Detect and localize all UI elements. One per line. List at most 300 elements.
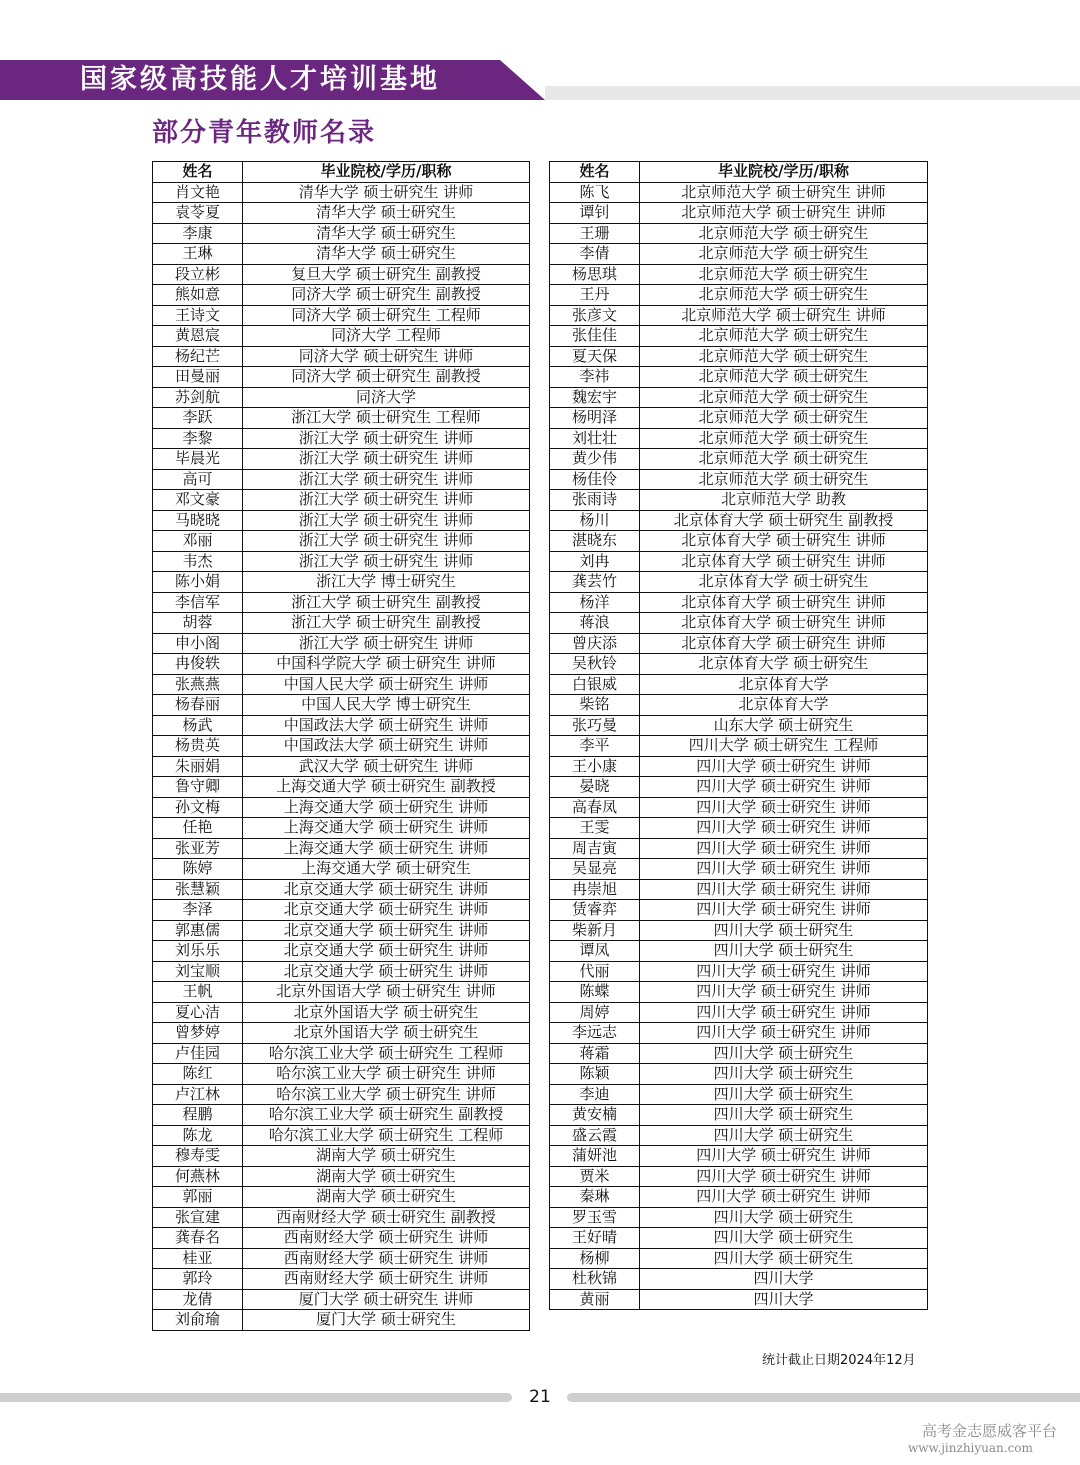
teacher-name-cell: 陈飞: [550, 182, 640, 203]
teacher-school-cell: 北京师范大学 硕士研究生: [640, 326, 928, 347]
teacher-name-cell: 袁苓夏: [153, 203, 243, 224]
teacher-school-cell: 同济大学 硕士研究生 副教授: [243, 367, 530, 388]
teacher-school-cell: 北京师范大学 硕士研究生 讲师: [640, 182, 928, 203]
page-number: 21: [529, 1387, 551, 1407]
teacher-school-cell: 四川大学 硕士研究生 讲师: [640, 756, 928, 777]
teacher-school-cell: 同济大学 硕士研究生 讲师: [243, 346, 530, 367]
teacher-school-cell: 北京体育大学 硕士研究生 讲师: [640, 592, 928, 613]
teacher-school-cell: 山东大学 硕士研究生: [640, 715, 928, 736]
table-row: [153, 695, 530, 716]
teacher-school-cell: 四川大学 硕士研究生 讲师: [640, 1146, 928, 1167]
table-row: [550, 818, 928, 839]
teacher-school-cell: 北京体育大学: [640, 674, 928, 695]
table-row: [550, 490, 928, 511]
teacher-school-cell: 北京体育大学 硕士研究生 讲师: [640, 633, 928, 654]
teacher-school-cell: 四川大学 硕士研究生: [640, 1125, 928, 1146]
teacher-name-cell: 黄安楠: [550, 1105, 640, 1126]
teacher-name-cell: 张佳佳: [550, 326, 640, 347]
teacher-name-cell: 张亚芳: [153, 838, 243, 859]
teacher-school-cell: 浙江大学 硕士研究生 讲师: [243, 510, 530, 531]
teacher-name-cell: 张彦文: [550, 305, 640, 326]
teacher-name-cell: 王帆: [153, 982, 243, 1003]
teacher-school-cell: 北京体育大学 硕士研究生 讲师: [640, 531, 928, 552]
watermark-url: www.jinzhiyuan.com: [908, 1441, 1033, 1455]
teacher-name-cell: 柴新月: [550, 920, 640, 941]
table-row: [153, 961, 530, 982]
teacher-school-cell: 四川大学 硕士研究生 讲师: [640, 818, 928, 839]
teacher-name-cell: 胡蓉: [153, 613, 243, 634]
teacher-school-cell: 哈尔滨工业大学 硕士研究生 副教授: [243, 1105, 530, 1126]
teacher-name-cell: 杨川: [550, 510, 640, 531]
table-row: [153, 449, 530, 470]
teacher-name-cell: 陈蝶: [550, 982, 640, 1003]
teacher-name-cell: 申小阁: [153, 633, 243, 654]
teacher-name-cell: 夏天保: [550, 346, 640, 367]
teacher-school-cell: 四川大学 硕士研究生 讲师: [640, 777, 928, 798]
table-row: [550, 1187, 928, 1208]
teacher-name-cell: 熊如意: [153, 285, 243, 306]
table-row: [550, 1289, 928, 1310]
teacher-name-cell: 李跃: [153, 408, 243, 429]
table-row: [153, 428, 530, 449]
teacher-school-cell: 北京师范大学 硕士研究生 讲师: [640, 203, 928, 224]
section-title: 部分青年教师名录: [152, 118, 377, 148]
table-row: [550, 1002, 928, 1023]
teacher-name-cell: 王琳: [153, 244, 243, 265]
teacher-name-cell: 张燕燕: [153, 674, 243, 695]
teacher-name-cell: 杨明泽: [550, 408, 640, 429]
table-row: [153, 305, 530, 326]
table-row: [153, 982, 530, 1003]
table-row: [550, 305, 928, 326]
teacher-school-cell: 四川大学 硕士研究生: [640, 1228, 928, 1249]
teacher-school-cell: 上海交通大学 硕士研究生 讲师: [243, 818, 530, 839]
teacher-name-cell: 吴显亮: [550, 859, 640, 880]
teacher-name-cell: 王丹: [550, 285, 640, 306]
table-row: [153, 572, 530, 593]
teacher-name-cell: 魏宏宇: [550, 387, 640, 408]
teacher-school-cell: 清华大学 硕士研究生: [243, 244, 530, 265]
table-row: [153, 469, 530, 490]
banner-divider-line: [545, 86, 1080, 100]
teacher-school-cell: 浙江大学 硕士研究生 讲师: [243, 551, 530, 572]
teacher-name-cell: 秦琳: [550, 1187, 640, 1208]
table-row: [550, 408, 928, 429]
teacher-name-cell: 李信军: [153, 592, 243, 613]
teacher-school-cell: 湖南大学 硕士研究生: [243, 1166, 530, 1187]
teacher-name-cell: 夏心洁: [153, 1002, 243, 1023]
table-row: [550, 1228, 928, 1249]
banner-title: 国家级高技能人才培训基地: [80, 64, 440, 95]
teacher-name-cell: 程鹏: [153, 1105, 243, 1126]
teacher-school-cell: 北京体育大学 硕士研究生 讲师: [640, 613, 928, 634]
teacher-school-cell: 浙江大学 硕士研究生 讲师: [243, 490, 530, 511]
teacher-school-cell: 四川大学 硕士研究生: [640, 1064, 928, 1085]
teacher-school-cell: 同济大学 硕士研究生 工程师: [243, 305, 530, 326]
table-row: [550, 1043, 928, 1064]
teacher-school-cell: 北京师范大学 硕士研究生: [640, 449, 928, 470]
teacher-name-cell: 曾庆添: [550, 633, 640, 654]
teacher-school-cell: 四川大学 硕士研究生: [640, 1105, 928, 1126]
table-row: [153, 1064, 530, 1085]
table-row: [550, 244, 928, 265]
teacher-school-cell: 浙江大学 硕士研究生 讲师: [243, 531, 530, 552]
teacher-name-cell: 蒋浪: [550, 613, 640, 634]
teacher-school-cell: 北京外国语大学 硕士研究生: [243, 1002, 530, 1023]
table-row: [153, 244, 530, 265]
column-header-name: 姓名: [153, 162, 243, 183]
teacher-school-cell: 四川大学 硕士研究生 讲师: [640, 982, 928, 1003]
table-row: [153, 367, 530, 388]
teacher-school-cell: 浙江大学 硕士研究生 讲师: [243, 633, 530, 654]
table-row: [550, 941, 928, 962]
teacher-name-cell: 冉崇旭: [550, 879, 640, 900]
teacher-name-cell: 杨贵英: [153, 736, 243, 757]
teacher-school-cell: 四川大学 硕士研究生 讲师: [640, 859, 928, 880]
table-row: [550, 695, 928, 716]
stat-cutoff-note: 统计截止日期2024年12月: [762, 1353, 916, 1368]
header-banner: [0, 60, 545, 100]
teacher-name-cell: 蒲妍池: [550, 1146, 640, 1167]
teacher-school-cell: 同济大学: [243, 387, 530, 408]
teacher-school-cell: 浙江大学 博士研究生: [243, 572, 530, 593]
teacher-name-cell: 晏晓: [550, 777, 640, 798]
teacher-school-cell: 四川大学 硕士研究生: [640, 1084, 928, 1105]
teacher-name-cell: 曾梦婷: [153, 1023, 243, 1044]
teacher-name-cell: 张巧曼: [550, 715, 640, 736]
table-row: [153, 1310, 530, 1331]
table-row: [550, 654, 928, 675]
teacher-school-cell: 哈尔滨工业大学 硕士研究生 讲师: [243, 1084, 530, 1105]
teacher-name-cell: 陈颖: [550, 1064, 640, 1085]
teacher-name-cell: 王诗文: [153, 305, 243, 326]
table-row: [550, 428, 928, 449]
table-row: [550, 1269, 928, 1290]
table-row: [550, 592, 928, 613]
teacher-name-cell: 杜秋锦: [550, 1269, 640, 1290]
teacher-name-cell: 邓文豪: [153, 490, 243, 511]
teacher-school-cell: 西南财经大学 硕士研究生 讲师: [243, 1228, 530, 1249]
table-row: [153, 1084, 530, 1105]
teacher-school-cell: 四川大学 硕士研究生 讲师: [640, 1002, 928, 1023]
teacher-school-cell: 北京交通大学 硕士研究生 讲师: [243, 900, 530, 921]
teacher-school-cell: 哈尔滨工业大学 硕士研究生 工程师: [243, 1125, 530, 1146]
table-row: [153, 900, 530, 921]
teacher-name-cell: 龚春名: [153, 1228, 243, 1249]
teacher-school-cell: 北京师范大学 硕士研究生: [640, 408, 928, 429]
table-row: [153, 264, 530, 285]
table-row: [153, 326, 530, 347]
teacher-table-right: [549, 161, 928, 1310]
teacher-name-cell: 周婷: [550, 1002, 640, 1023]
teacher-name-cell: 刘乐乐: [153, 941, 243, 962]
table-row: [550, 859, 928, 880]
teacher-name-cell: 桂亚: [153, 1248, 243, 1269]
table-row: [550, 1105, 928, 1126]
teacher-name-cell: 黄少伟: [550, 449, 640, 470]
teacher-school-cell: 浙江大学 硕士研究生 讲师: [243, 428, 530, 449]
teacher-name-cell: 任艳: [153, 818, 243, 839]
table-row: [153, 1023, 530, 1044]
teacher-name-cell: 杨佳伶: [550, 469, 640, 490]
table-row: [550, 633, 928, 654]
table-row: [550, 285, 928, 306]
footer-bar-right: [567, 1393, 1080, 1402]
teacher-name-cell: 杨洋: [550, 592, 640, 613]
teacher-name-cell: 黄恩宸: [153, 326, 243, 347]
teacher-school-cell: 北京交通大学 硕士研究生 讲师: [243, 920, 530, 941]
table-row: [550, 1166, 928, 1187]
teacher-school-cell: 四川大学 硕士研究生 工程师: [640, 736, 928, 757]
teacher-name-cell: 谭钊: [550, 203, 640, 224]
column-header-school: 毕业院校/学历/职称: [243, 162, 530, 183]
teacher-name-cell: 周吉寅: [550, 838, 640, 859]
teacher-school-cell: 北京体育大学 硕士研究生 副教授: [640, 510, 928, 531]
table-row: [153, 346, 530, 367]
teacher-school-cell: 北京师范大学 硕士研究生: [640, 223, 928, 244]
table-row: [153, 408, 530, 429]
table-row: [153, 1043, 530, 1064]
table-row: [153, 1269, 530, 1290]
teacher-school-cell: 上海交通大学 硕士研究生 讲师: [243, 838, 530, 859]
teacher-name-cell: 杨春丽: [153, 695, 243, 716]
table-row: [550, 1207, 928, 1228]
teacher-name-cell: 郭惠儒: [153, 920, 243, 941]
teacher-name-cell: 蒋霜: [550, 1043, 640, 1064]
teacher-school-cell: 中国政法大学 硕士研究生 讲师: [243, 715, 530, 736]
teacher-school-cell: 浙江大学 硕士研究生 讲师: [243, 449, 530, 470]
teacher-name-cell: 朱丽娟: [153, 756, 243, 777]
table-row: [550, 182, 928, 203]
teacher-name-cell: 肖文艳: [153, 182, 243, 203]
table-row: [550, 572, 928, 593]
teacher-school-cell: 湖南大学 硕士研究生: [243, 1146, 530, 1167]
table-row: [550, 264, 928, 285]
teacher-school-cell: 四川大学 硕士研究生 讲师: [640, 961, 928, 982]
teacher-school-cell: 四川大学 硕士研究生 讲师: [640, 838, 928, 859]
table-row: [550, 203, 928, 224]
teacher-school-cell: 北京师范大学 硕士研究生: [640, 244, 928, 265]
table-row: [153, 1146, 530, 1167]
teacher-school-cell: 同济大学 工程师: [243, 326, 530, 347]
table-row: [550, 387, 928, 408]
teacher-name-cell: 张慧颖: [153, 879, 243, 900]
teacher-school-cell: 北京体育大学 硕士研究生: [640, 654, 928, 675]
column-header-school: 毕业院校/学历/职称: [640, 162, 928, 183]
teacher-school-cell: 浙江大学 硕士研究生 工程师: [243, 408, 530, 429]
table-row: [550, 531, 928, 552]
table-row: [550, 1023, 928, 1044]
teacher-school-cell: 北京交通大学 硕士研究生 讲师: [243, 879, 530, 900]
table-row: [550, 469, 928, 490]
teacher-name-cell: 高可: [153, 469, 243, 490]
teacher-school-cell: 四川大学 硕士研究生: [640, 1207, 928, 1228]
teacher-name-cell: 盛云霞: [550, 1125, 640, 1146]
teacher-school-cell: 北京体育大学 硕士研究生: [640, 572, 928, 593]
teacher-name-cell: 贾米: [550, 1166, 640, 1187]
teacher-name-cell: 李泽: [153, 900, 243, 921]
teacher-name-cell: 郭玲: [153, 1269, 243, 1290]
table-row: [153, 182, 530, 203]
table-row: [153, 613, 530, 634]
teacher-name-cell: 刘俞瑜: [153, 1310, 243, 1331]
teacher-name-cell: 冉俊轶: [153, 654, 243, 675]
teacher-school-cell: 上海交通大学 硕士研究生: [243, 859, 530, 880]
table-row: [550, 1248, 928, 1269]
teacher-name-cell: 李平: [550, 736, 640, 757]
teacher-school-cell: 四川大学 硕士研究生: [640, 1248, 928, 1269]
table-row: [153, 1228, 530, 1249]
teacher-name-cell: 赁睿弈: [550, 900, 640, 921]
teacher-name-cell: 卢佳园: [153, 1043, 243, 1064]
table-row: [153, 654, 530, 675]
table-row: [153, 387, 530, 408]
teacher-school-cell: 复旦大学 硕士研究生 副教授: [243, 264, 530, 285]
table-row: [153, 1166, 530, 1187]
table-row: [153, 1105, 530, 1126]
teacher-school-cell: 北京师范大学 硕士研究生: [640, 469, 928, 490]
teacher-name-cell: 苏剑航: [153, 387, 243, 408]
teacher-name-cell: 谭凤: [550, 941, 640, 962]
table-row: [153, 285, 530, 306]
table-row: [153, 510, 530, 531]
table-row: [550, 1125, 928, 1146]
teacher-name-cell: 卢江林: [153, 1084, 243, 1105]
teacher-school-cell: 四川大学 硕士研究生: [640, 920, 928, 941]
teacher-school-cell: 北京师范大学 硕士研究生: [640, 346, 928, 367]
teacher-name-cell: 郭丽: [153, 1187, 243, 1208]
teacher-name-cell: 白银威: [550, 674, 640, 695]
table-row: [153, 1248, 530, 1269]
teacher-name-cell: 陈红: [153, 1064, 243, 1085]
teacher-school-cell: 北京师范大学 助教: [640, 490, 928, 511]
table-row: [550, 510, 928, 531]
teacher-school-cell: 中国人民大学 博士研究生: [243, 695, 530, 716]
table-row: [153, 941, 530, 962]
table-row: [153, 1002, 530, 1023]
table-row: [153, 879, 530, 900]
teacher-name-cell: 高春凤: [550, 797, 640, 818]
teacher-name-cell: 湛晓东: [550, 531, 640, 552]
table-row: [153, 551, 530, 572]
teacher-school-cell: 清华大学 硕士研究生: [243, 203, 530, 224]
teacher-school-cell: 清华大学 硕士研究生 讲师: [243, 182, 530, 203]
table-row: [550, 346, 928, 367]
table-row: [153, 1207, 530, 1228]
teacher-name-cell: 龙倩: [153, 1289, 243, 1310]
teacher-name-cell: 刘宝顺: [153, 961, 243, 982]
teacher-school-cell: 哈尔滨工业大学 硕士研究生 讲师: [243, 1064, 530, 1085]
teacher-name-cell: 李迪: [550, 1084, 640, 1105]
table-row: [153, 490, 530, 511]
table-row: [153, 223, 530, 244]
table-row: [550, 367, 928, 388]
teacher-name-cell: 陈婷: [153, 859, 243, 880]
table-row: [153, 1187, 530, 1208]
teacher-name-cell: 黄丽: [550, 1289, 640, 1310]
teacher-name-cell: 邓丽: [153, 531, 243, 552]
teacher-name-cell: 段立彬: [153, 264, 243, 285]
teacher-school-cell: 北京师范大学 硕士研究生: [640, 428, 928, 449]
teacher-school-cell: 西南财经大学 硕士研究生 讲师: [243, 1248, 530, 1269]
teacher-name-cell: 李倩: [550, 244, 640, 265]
teacher-table-left: [152, 161, 530, 1331]
teacher-name-cell: 王好晴: [550, 1228, 640, 1249]
teacher-name-cell: 陈龙: [153, 1125, 243, 1146]
teacher-name-cell: 刘冉: [550, 551, 640, 572]
table-row: [550, 715, 928, 736]
teacher-school-cell: 四川大学 硕士研究生 讲师: [640, 1023, 928, 1044]
teacher-name-cell: 罗玉雪: [550, 1207, 640, 1228]
teacher-school-cell: 四川大学 硕士研究生 讲师: [640, 900, 928, 921]
teacher-school-cell: 厦门大学 硕士研究生: [243, 1310, 530, 1331]
teacher-school-cell: 四川大学 硕士研究生 讲师: [640, 1166, 928, 1187]
table-row: [550, 551, 928, 572]
table-row: [550, 449, 928, 470]
table-row: [550, 838, 928, 859]
table-row: [550, 223, 928, 244]
teacher-school-cell: 四川大学 硕士研究生 讲师: [640, 1187, 928, 1208]
teacher-name-cell: 张雨诗: [550, 490, 640, 511]
teacher-name-cell: 王小康: [550, 756, 640, 777]
table-row: [153, 674, 530, 695]
teacher-school-cell: 同济大学 硕士研究生 副教授: [243, 285, 530, 306]
table-row: [550, 920, 928, 941]
table-row: [153, 203, 530, 224]
teacher-name-cell: 龚芸竹: [550, 572, 640, 593]
teacher-school-cell: 四川大学: [640, 1289, 928, 1310]
teacher-name-cell: 孙文梅: [153, 797, 243, 818]
teacher-school-cell: 浙江大学 硕士研究生 讲师: [243, 469, 530, 490]
teacher-name-cell: 马晓晓: [153, 510, 243, 531]
teacher-school-cell: 北京师范大学 硕士研究生: [640, 387, 928, 408]
teacher-school-cell: 北京外国语大学 硕士研究生: [243, 1023, 530, 1044]
teacher-name-cell: 杨思琪: [550, 264, 640, 285]
teacher-name-cell: 韦杰: [153, 551, 243, 572]
teacher-name-cell: 张宣建: [153, 1207, 243, 1228]
teacher-school-cell: 浙江大学 硕士研究生 副教授: [243, 592, 530, 613]
teacher-name-cell: 穆寿雯: [153, 1146, 243, 1167]
table-row: [550, 756, 928, 777]
table-header-row: [153, 162, 530, 183]
teacher-rows-right: [550, 182, 928, 1310]
teacher-name-cell: 李祎: [550, 367, 640, 388]
table-row: [153, 1289, 530, 1310]
table-row: [153, 756, 530, 777]
teacher-school-cell: 北京外国语大学 硕士研究生 讲师: [243, 982, 530, 1003]
table-row: [153, 633, 530, 654]
teacher-school-cell: 北京师范大学 硕士研究生 讲师: [640, 305, 928, 326]
table-row: [153, 920, 530, 941]
teacher-school-cell: 清华大学 硕士研究生: [243, 223, 530, 244]
teacher-school-cell: 中国政法大学 硕士研究生 讲师: [243, 736, 530, 757]
table-row: [550, 879, 928, 900]
teacher-name-cell: 王雯: [550, 818, 640, 839]
table-row: [153, 777, 530, 798]
teacher-school-cell: 四川大学 硕士研究生 讲师: [640, 879, 928, 900]
teacher-school-cell: 四川大学 硕士研究生: [640, 1043, 928, 1064]
footer-bar-left: [0, 1393, 512, 1402]
teacher-school-cell: 北京交通大学 硕士研究生 讲师: [243, 941, 530, 962]
teacher-name-cell: 李康: [153, 223, 243, 244]
table-row: [550, 326, 928, 347]
teacher-school-cell: 中国科学院大学 硕士研究生 讲师: [243, 654, 530, 675]
table-row: [550, 613, 928, 634]
table-row: [153, 531, 530, 552]
teacher-school-cell: 北京体育大学: [640, 695, 928, 716]
table-row: [153, 1125, 530, 1146]
teacher-school-cell: 北京师范大学 硕士研究生: [640, 285, 928, 306]
